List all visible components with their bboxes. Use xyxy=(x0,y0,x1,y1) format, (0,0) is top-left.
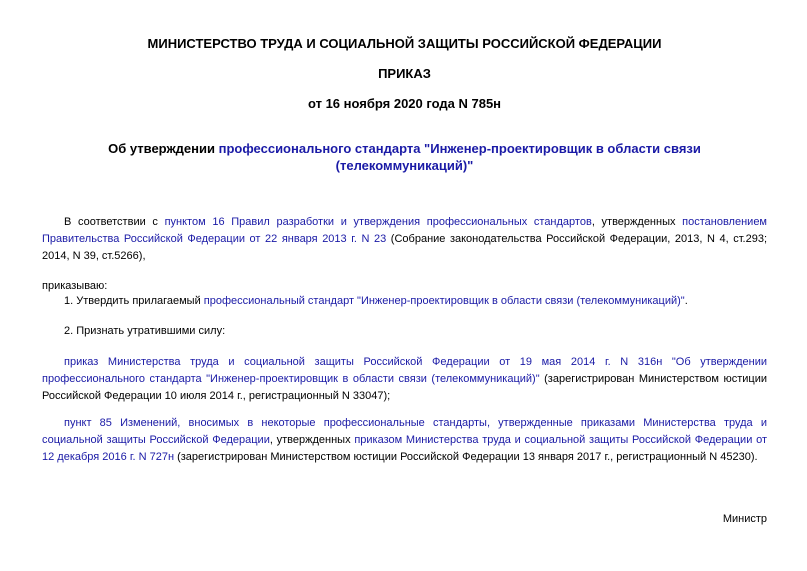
professional-standard-link[interactable]: профессиональный стандарт "Инженер-проектировщик в области связи (телекоммуникаций)" xyxy=(203,295,685,307)
repeal-2-text-2: (зарегистрирован Министерством юстиции Российской Федерации 13 января 2017 г., регистрационный N 45230). xyxy=(174,451,758,463)
document-title xyxy=(42,140,767,174)
order-727n-link[interactable]: приказом Министерства труда и социальной защиты Российской Федерации от 12 декабря 2016 г. N 727н xyxy=(42,434,767,463)
item-1-paragraph xyxy=(42,293,767,310)
order-316n-link[interactable]: приказ Министерства труда и социальной защиты Российской Федерации от 19 мая 2014 г. N 316н "Об утверждении профессионального стандарта "Инженер-проектировщик в области связи (телекоммуникаций)" xyxy=(42,356,767,385)
title-prefix: Об утверждении xyxy=(108,141,219,156)
date-number-heading: от 16 ноября 2020 года N 785н xyxy=(307,96,502,111)
order-word: приказываю: xyxy=(42,280,108,292)
item-1-end: . xyxy=(684,295,688,307)
document-page xyxy=(42,0,767,571)
repeal-1-text: (зарегистрирован Министерством юстиции Российской Федерации 10 июля 2014 г., регистрационный N 33047); xyxy=(42,373,767,402)
repeal-1-paragraph xyxy=(42,354,767,405)
item-85-link[interactable]: пункт 85 Изменений, вносимых в некоторые профессиональные стандарты, утвержденные приказами Министерства труда и социальной защиты Российской Федерации xyxy=(42,417,767,446)
preamble-paragraph xyxy=(42,214,767,265)
rules-link[interactable]: пунктом 16 Правил разработки и утверждения профессиональных стандартов xyxy=(164,216,592,228)
item-2-paragraph: 2. Признать утратившими силу: xyxy=(64,325,226,337)
ministry-heading: МИНИСТЕРСТВО ТРУДА И СОЦИАЛЬНОЙ ЗАЩИТЫ РОССИЙСКОЙ ФЕДЕРАЦИИ xyxy=(147,36,662,51)
signer-title: Министр xyxy=(722,513,767,525)
title-standard-link[interactable]: профессионального стандарта "Инженер-проектировщик в области связи (телекоммуникаций)" xyxy=(218,141,701,173)
document-type-heading: ПРИКАЗ xyxy=(378,66,431,81)
repeal-2-paragraph xyxy=(42,415,767,466)
preamble-text-2: , утвержденных xyxy=(591,216,683,228)
government-resolution-link[interactable]: постановлением Правительства Российской Федерации от 22 января 2013 г. N 23 xyxy=(42,216,767,245)
repeal-2-text-1: , утвержденных xyxy=(269,434,355,446)
preamble-text-1: В соответствии с xyxy=(64,216,165,228)
preamble-text-3: (Собрание законодательства Российской Федерации, 2013, N 4, ст.293; 2014, N 39, ст.5266), xyxy=(42,233,767,262)
item-1-text: 1. Утвердить прилагаемый xyxy=(64,295,204,307)
